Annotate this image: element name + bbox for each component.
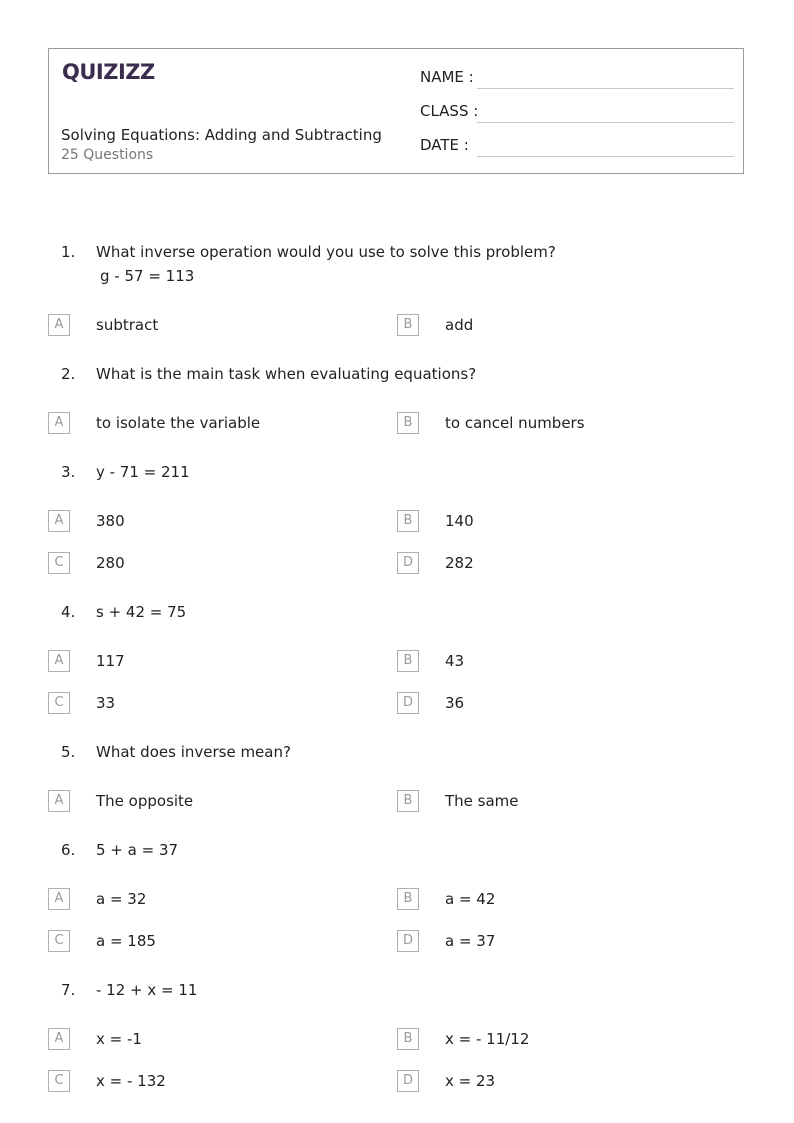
option-letter-box[interactable]: C	[48, 1070, 70, 1092]
question-number: 7.	[61, 981, 76, 999]
option-text: 43	[445, 652, 465, 670]
option-text: 117	[96, 652, 125, 670]
option-letter-box[interactable]: B	[397, 650, 419, 672]
option-letter-box[interactable]: A	[48, 510, 70, 532]
worksheet-header	[48, 48, 744, 174]
question-text: y - 71 = 211	[96, 463, 190, 481]
option-letter-box[interactable]: A	[48, 314, 70, 336]
option-text: a = 37	[445, 932, 496, 950]
option-letter-box[interactable]: A	[48, 790, 70, 812]
option-text: x = - 132	[96, 1072, 166, 1090]
option-letter-box[interactable]: B	[397, 790, 419, 812]
option-text: to cancel numbers	[445, 414, 585, 432]
class-field[interactable]	[420, 102, 734, 122]
option-text: The same	[445, 792, 519, 810]
date-field[interactable]	[420, 136, 734, 156]
date-label: DATE :	[420, 136, 469, 154]
option-letter-box[interactable]: B	[397, 888, 419, 910]
option-letter-box[interactable]: D	[397, 552, 419, 574]
class-label: CLASS :	[420, 102, 479, 120]
option-text: x = - 11/12	[445, 1030, 530, 1048]
option-text: a = 42	[445, 890, 496, 908]
question-number: 5.	[61, 743, 76, 761]
option-text: The opposite	[96, 792, 194, 810]
question-text: 5 + a = 37	[96, 841, 179, 859]
name-label: NAME :	[420, 68, 474, 86]
worksheet-title: Solving Equations: Adding and Subtracting	[61, 126, 382, 144]
option-text: 140	[445, 512, 474, 530]
option-letter-box[interactable]: B	[397, 1028, 419, 1050]
question-text: - 12 + x = 11	[96, 981, 198, 999]
option-text: subtract	[96, 316, 159, 334]
option-letter-box[interactable]: C	[48, 692, 70, 714]
option-letter-box[interactable]: B	[397, 510, 419, 532]
option-letter-box[interactable]: A	[48, 650, 70, 672]
question-number: 2.	[61, 365, 76, 383]
name-field[interactable]	[420, 68, 734, 88]
option-text: 36	[445, 694, 465, 712]
option-text: a = 32	[96, 890, 147, 908]
question-number: 6.	[61, 841, 76, 859]
option-letter-box[interactable]: B	[397, 314, 419, 336]
option-letter-box[interactable]: D	[397, 1070, 419, 1092]
question-number: 1.	[61, 243, 76, 261]
option-letter-box[interactable]: A	[48, 412, 70, 434]
option-letter-box[interactable]: A	[48, 888, 70, 910]
question-text: What is the main task when evaluating equations?	[96, 365, 477, 383]
question-text: s + 42 = 75	[96, 603, 187, 621]
option-letter-box[interactable]: C	[48, 930, 70, 952]
question-number: 4.	[61, 603, 76, 621]
option-text: a = 185	[96, 932, 156, 950]
option-text: x = 23	[445, 1072, 496, 1090]
option-text: to isolate the variable	[96, 414, 261, 432]
option-letter-box[interactable]: A	[48, 1028, 70, 1050]
question-number: 3.	[61, 463, 76, 481]
option-letter-box[interactable]: D	[397, 692, 419, 714]
option-text: 282	[445, 554, 474, 572]
option-text: 280	[96, 554, 125, 572]
date-line[interactable]	[477, 156, 734, 157]
question-text: What does inverse mean?	[96, 743, 291, 761]
option-text: add	[445, 316, 474, 334]
question-subtext: g - 57 = 113	[100, 267, 195, 285]
question-count: 25 Questions	[61, 147, 154, 163]
option-text: x = -1	[96, 1030, 142, 1048]
question-text: What inverse operation would you use to solve this problem?	[96, 243, 556, 261]
option-letter-box[interactable]: D	[397, 930, 419, 952]
option-letter-box[interactable]: B	[397, 412, 419, 434]
option-letter-box[interactable]: C	[48, 552, 70, 574]
name-line[interactable]	[477, 88, 734, 89]
option-text: 380	[96, 512, 125, 530]
option-text: 33	[96, 694, 116, 712]
class-line[interactable]	[477, 122, 734, 123]
quizizz-logo: QUIZIZZ	[62, 60, 155, 84]
